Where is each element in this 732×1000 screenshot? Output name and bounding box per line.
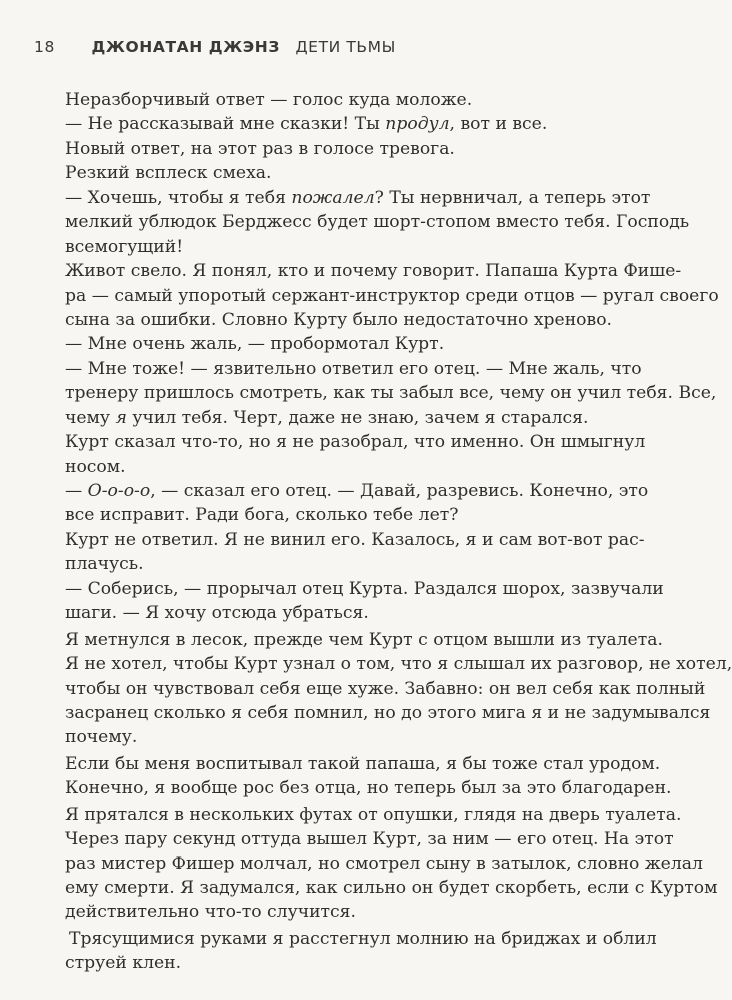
italic-text: продул	[385, 114, 450, 135]
text-segment: Конечно, я вообще рос без отца, но теперь был за это благодарен.	[65, 778, 672, 799]
text-segment: Я метнулся в лесок, прежде чем Курт с отцом вышли из туалета.	[65, 629, 663, 650]
text-line	[65, 161, 610, 185]
text-segment: ра — самый упоротый сержант-инструктор среди отцов — ругал своего	[65, 285, 719, 306]
text-segment: носом.	[65, 456, 126, 477]
text-segment: Неразборчивый ответ — голос куда моложе.	[65, 90, 473, 110]
text-line	[65, 927, 657, 951]
text-segment: чтобы он чувствовал себя еще хуже. Забавно: он вел себя как полный	[65, 678, 706, 699]
text-line	[65, 900, 610, 924]
text-segment: Живот свело. Я понял, кто и почему говорит. Папаша Курта Фише-	[65, 261, 682, 282]
text-line	[65, 284, 719, 308]
author-name: ДЖОНАТАН ДЖЭНЗ	[91, 38, 280, 56]
page-number: 18	[34, 38, 55, 56]
text-line	[65, 677, 706, 701]
text-line	[65, 88, 610, 112]
text-line	[65, 259, 682, 283]
text-line	[65, 406, 610, 430]
text-line	[65, 951, 610, 975]
text-line	[65, 876, 718, 900]
text-segment: струей клен.	[65, 953, 182, 974]
text-segment: ему смерти. Я задумался, как сильно он будет скорбеть, если с Куртом	[65, 878, 718, 898]
text-segment: Через пару секунд оттуда вышел Курт, за ним — его отец. На этот	[65, 829, 674, 850]
italic-text: пожалел	[291, 187, 375, 208]
text-segment: , — сказал его отец. — Давай, разревись. Конечно, это	[150, 481, 649, 501]
running-header	[34, 38, 396, 56]
text-segment: Новый ответ, на этот раз в голосе тревога.	[65, 138, 455, 159]
book-title: ДЕТИ ТЬМЫ	[295, 38, 396, 56]
text-line	[65, 552, 610, 576]
text-segment: — Хочешь, чтобы я тебя	[65, 187, 292, 208]
text-segment: все исправит. Ради бога, сколько тебе лет?	[65, 505, 459, 526]
text-segment: Курт сказал что-то, но я не разобрал, что именно. Он шмыгнул	[65, 432, 646, 453]
text-line	[65, 652, 732, 676]
text-segment: шаги. — Я хочу отсюда убраться.	[65, 603, 369, 624]
text-line	[65, 803, 682, 827]
text-segment: засранец сколько я себя помнил, но до этого мига я и не задумывался	[65, 702, 711, 723]
text-segment: Если бы меня воспитывал такой папаша, я бы тоже стал уродом.	[65, 753, 661, 774]
text-line	[65, 601, 610, 625]
text-line	[65, 628, 663, 652]
text-segment: , вот и все.	[449, 114, 548, 135]
text-line	[65, 235, 610, 259]
text-line	[65, 186, 651, 210]
text-segment: Я прятался в нескольких футах от опушки, глядя на дверь туалета.	[65, 804, 682, 825]
text-segment: — Соберись, — прорычал отец Курта. Раздался шорох, зазвучали	[65, 578, 664, 599]
text-line	[65, 852, 703, 876]
text-segment: — Мне очень жаль, — пробормотал Курт.	[65, 334, 445, 355]
text-line	[65, 455, 610, 479]
text-line	[65, 528, 645, 552]
text-segment: почему.	[65, 727, 138, 748]
text-line	[65, 503, 610, 527]
text-line	[65, 752, 661, 776]
text-segment: ? Ты нервничал, а теперь этот	[374, 187, 651, 208]
text-segment: Резкий всплеск смеха.	[65, 163, 272, 184]
text-segment: раз мистер Фишер молчал, но смотрел сыну в затылок, словно желал	[65, 853, 703, 874]
text-segment: сына за ошибки. Словно Курту было недостаточно хреново.	[65, 309, 613, 330]
text-line	[65, 776, 672, 800]
text-line	[65, 210, 690, 234]
text-line	[65, 381, 717, 405]
text-segment: тренеру пришлось смотреть, как ты забыл все, чему он учил тебя. Все,	[65, 383, 717, 404]
text-line	[65, 430, 646, 454]
text-segment: мелкий ублюдок Берджесс будет шорт-стопом вместо тебя. Господь	[65, 212, 690, 233]
text-segment: — Не рассказывай мне сказки! Ты	[65, 114, 386, 135]
text-line	[65, 112, 610, 136]
text-line	[65, 308, 613, 332]
text-line	[65, 827, 674, 851]
text-segment: Трясущимися руками я расстегнул молнию на бриджах и облил	[69, 928, 657, 949]
body-text	[65, 88, 732, 976]
italic-text: я	[115, 407, 127, 428]
text-line	[65, 725, 610, 749]
text-segment: чему	[65, 407, 116, 428]
text-segment: — Мне тоже! — язвительно ответил его отец. — Мне жаль, что	[65, 358, 642, 379]
text-line	[65, 332, 610, 356]
text-segment: действительно что-то случится.	[65, 902, 356, 923]
text-segment: всемогущий!	[65, 236, 184, 257]
text-line	[65, 357, 642, 381]
italic-text: О-о-о-о	[87, 481, 151, 501]
text-segment: Я не хотел, чтобы Курт узнал о том, что я слышал их разговор, не хотел,	[65, 654, 732, 675]
text-line	[65, 479, 649, 503]
text-line	[65, 701, 711, 725]
text-line	[65, 137, 610, 161]
text-segment: плачусь.	[65, 554, 144, 575]
text-segment: Курт не ответил. Я не винил его. Казалось, я и сам вот-вот рас-	[65, 529, 645, 550]
text-line	[65, 577, 664, 601]
text-segment: —	[65, 481, 88, 501]
text-segment: учил тебя. Черт, даже не знаю, зачем я старался.	[126, 407, 589, 428]
